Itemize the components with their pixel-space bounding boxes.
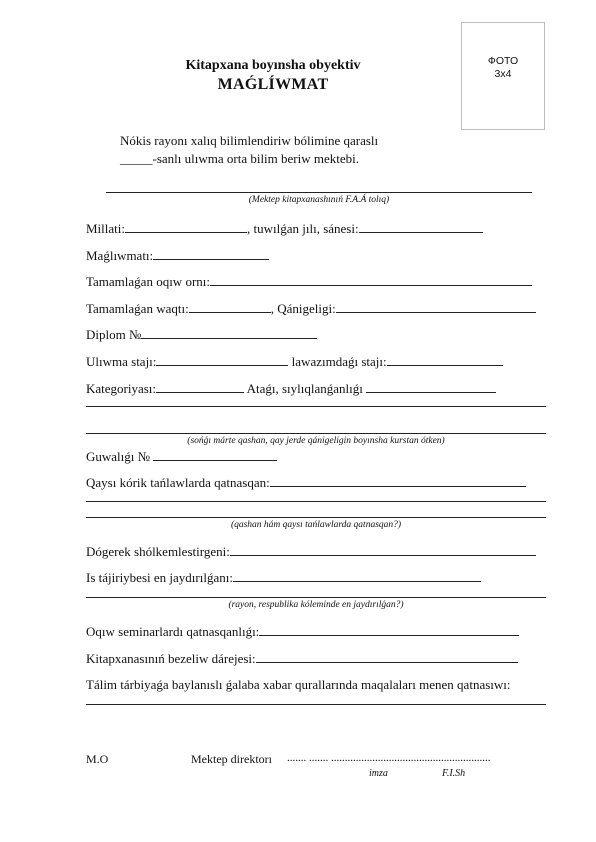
courses-line[interactable] xyxy=(86,433,546,434)
signature-caption: imza xyxy=(369,768,388,779)
birth-field[interactable] xyxy=(359,220,483,233)
awards-field[interactable] xyxy=(366,380,496,393)
awards-continuation-line[interactable] xyxy=(86,406,546,407)
graduated-place-row xyxy=(86,273,532,290)
education-field[interactable] xyxy=(153,247,269,260)
diploma-label: Diplom № xyxy=(86,327,142,342)
experience-spread-row xyxy=(86,569,481,586)
publications-row xyxy=(86,677,511,693)
category-row xyxy=(86,380,496,397)
intro-line-1: Nókis rayonı xalıq bilimlendiriw bólimine qaraslı xyxy=(120,133,379,148)
education-row xyxy=(86,247,269,264)
position-experience-label: lawazımdaǵı stajı: xyxy=(288,354,387,369)
clubs-field[interactable] xyxy=(230,543,536,556)
graduated-time-row xyxy=(86,300,536,317)
experience-row xyxy=(86,353,503,370)
total-experience-label: Ulıwma stajı: xyxy=(86,354,157,369)
diploma-row xyxy=(86,326,317,343)
director-signature-field[interactable]: ....... ....... .......................................................... xyxy=(287,752,491,764)
photo-placeholder-box xyxy=(461,22,545,130)
experience-spread-label: Is tájiriybesi en jaydırılǵanı: xyxy=(86,570,233,585)
competitions-caption: (qashan hám qaysı tańlawlarda qatnasqan?) xyxy=(230,520,402,530)
intro-line-2: _____-sanlı ulıwma orta bilim beriw mektebi. xyxy=(120,151,360,166)
document-title: Kitapxana boyınsha obyektiv xyxy=(185,58,361,73)
decoration-field[interactable] xyxy=(256,650,518,663)
competitions-row xyxy=(86,474,526,491)
certificate-label: Guwalıǵı № xyxy=(86,449,154,464)
competitions-line-3[interactable] xyxy=(86,517,546,518)
seminars-field[interactable] xyxy=(259,623,519,636)
competitions-line-2[interactable] xyxy=(86,501,546,502)
publications-line[interactable] xyxy=(86,704,546,705)
experience-spread-field[interactable] xyxy=(233,569,481,582)
nationality-field[interactable] xyxy=(125,220,247,233)
director-label: Mektep direktorı xyxy=(191,752,272,766)
librarian-name-caption: (Mektep kitapxanashınıń F.A.Á tolıq) xyxy=(248,195,390,205)
photo-label: ФОТО xyxy=(487,55,519,67)
specialty-label: , Qánigeligi: xyxy=(270,301,336,316)
graduated-place-field[interactable] xyxy=(210,273,532,286)
specialty-field[interactable] xyxy=(336,300,536,313)
publications-label: Tálim tárbiyaǵa baylanıslı ǵalaba xabar qurallarında maqalaları menen qatnasıwı: xyxy=(86,677,511,692)
diploma-field[interactable] xyxy=(141,326,317,339)
courses-caption: (sońǵı márte qashan, qay jerde qánigeligin boyınsha kurstan ótken) xyxy=(187,436,445,446)
nationality-row xyxy=(86,220,483,237)
awards-label: Ataǵı, sıylıqlanǵanlıǵı xyxy=(244,381,367,396)
seminars-label: Oqıw seminarlardı qatnasqanlıǵı: xyxy=(86,624,260,639)
category-label: Kategoriyası: xyxy=(86,381,157,396)
competitions-label: Qaysı kórik tańlawlarda qatnasqan: xyxy=(86,475,270,490)
graduated-time-field[interactable] xyxy=(189,300,271,313)
seminars-row xyxy=(86,623,519,640)
competitions-field[interactable] xyxy=(270,474,526,487)
birth-label: , tuwılǵan jılı, sánesi: xyxy=(247,221,359,236)
fullname-caption: F.I.Sh xyxy=(442,768,466,779)
document-subtitle: MAǴLÍWMAT xyxy=(217,76,329,93)
seal-label: M.O xyxy=(86,752,109,766)
experience-level-caption: (rayon, respublika kóleminde en jaydırılǵan?) xyxy=(228,600,404,610)
photo-size-label: 3x4 xyxy=(494,68,512,80)
clubs-label: Dógerek shólkemlestirgeni: xyxy=(86,544,230,559)
certificate-row xyxy=(86,448,277,465)
nationality-label: Millati: xyxy=(86,221,125,236)
category-field[interactable] xyxy=(156,380,244,393)
decoration-row xyxy=(86,650,518,667)
education-label: Maǵlıwmatı: xyxy=(86,248,154,263)
clubs-row xyxy=(86,543,536,560)
certificate-field[interactable] xyxy=(153,448,277,461)
total-experience-field[interactable] xyxy=(156,353,288,366)
graduated-place-label: Tamamlaǵan oqıw ornı: xyxy=(86,274,211,289)
experience-spread-line-2[interactable] xyxy=(86,597,546,598)
librarian-name-line[interactable] xyxy=(106,192,532,193)
position-experience-field[interactable] xyxy=(387,353,503,366)
decoration-label: Kitapxanasınıń bezeliw dárejesi: xyxy=(86,651,256,666)
graduated-time-label: Tamamlaǵan waqtı: xyxy=(86,301,189,316)
